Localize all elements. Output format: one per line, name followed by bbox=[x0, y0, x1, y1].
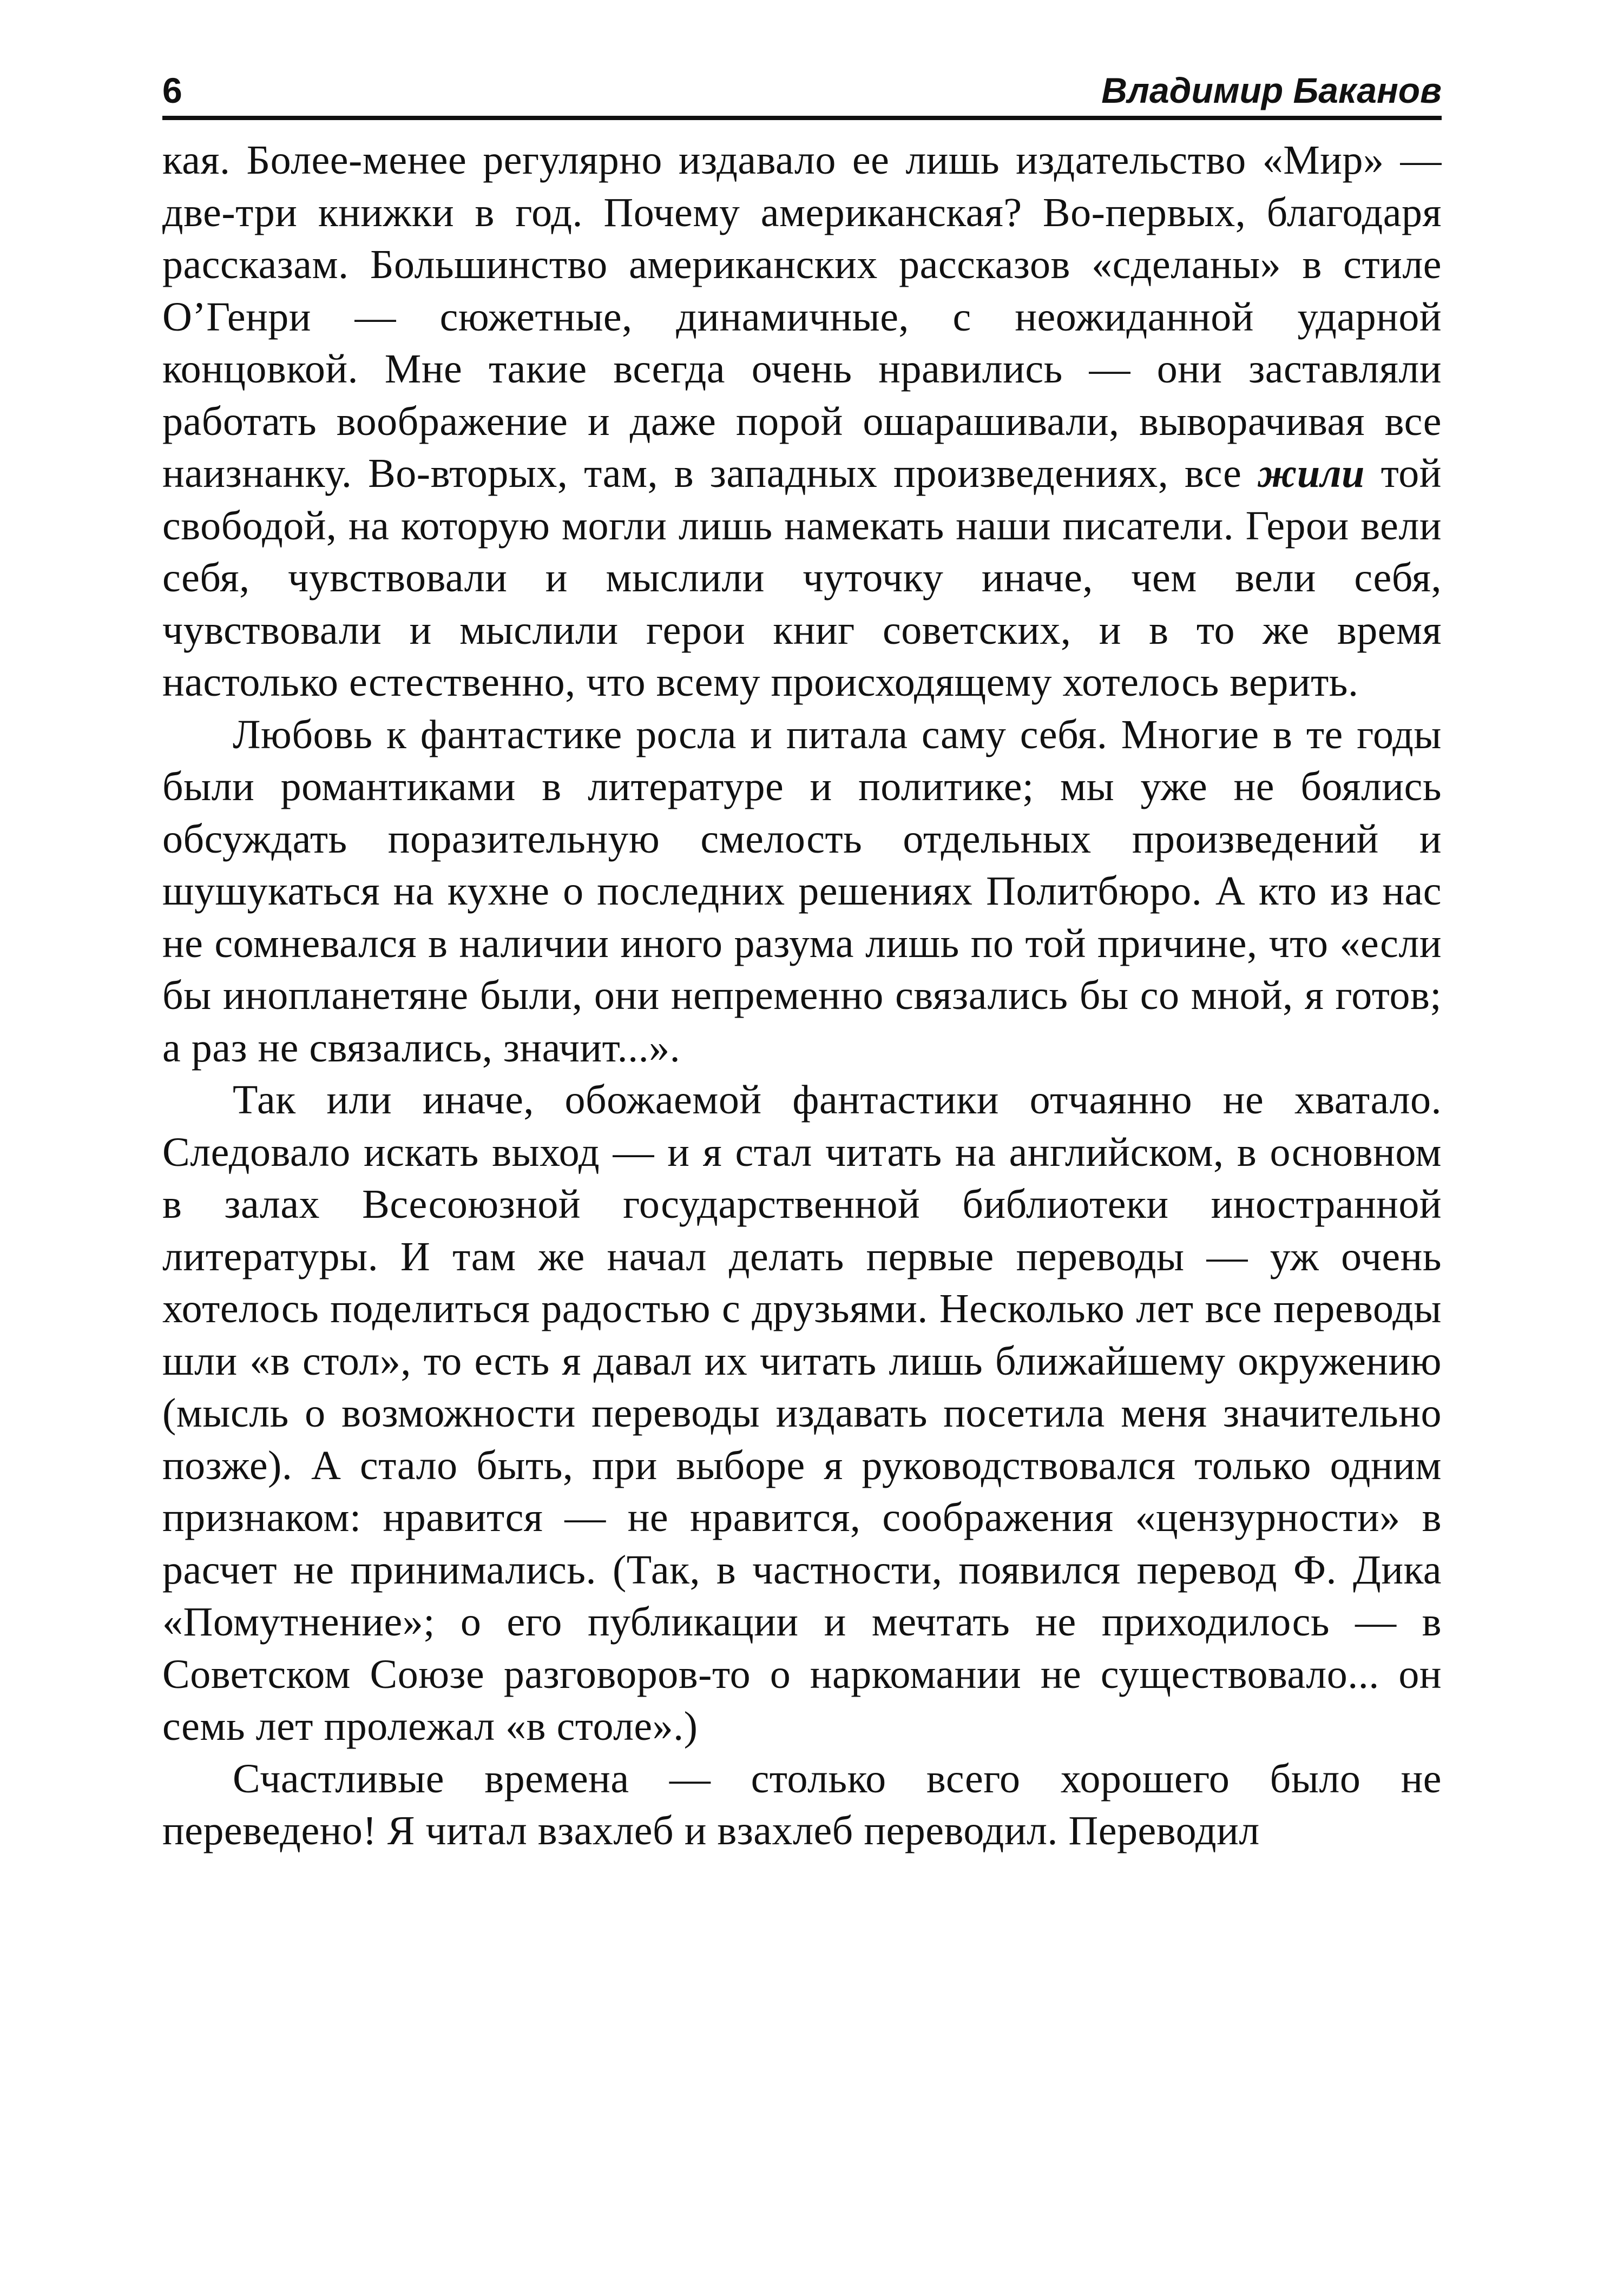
paragraph-1 bbox=[162, 134, 1442, 709]
running-title: Владимир Баканов bbox=[1101, 70, 1442, 110]
paragraph-4: Счастливые времена — столько всего хорошего было не переведено! Я читал взахлеб и взахлеб переводил. Переводил bbox=[162, 1756, 1442, 1853]
page-number: 6 bbox=[162, 70, 182, 110]
running-head bbox=[162, 60, 1442, 120]
book-page bbox=[162, 60, 1442, 1857]
emphasis-zhili: жили bbox=[1258, 451, 1365, 496]
paragraph-1-after: той свободой, на которую могли лишь намекать наши писатели. Герои вели себя, чувствовали и мыслили чуточку иначе, чем вели себя, чувствовали и мыслили герои книг советских, и в то же время настолько естественно, что всему происходящему хотелось верить. bbox=[162, 451, 1442, 705]
paragraph-2: Любовь к фантастике росла и питала саму себя. Многие в те годы были романтиками в литературе и политике; мы уже не боялись обсуждать поразительную смелость отдельных произведений и шушукаться на кухне о последних решениях Политбюро. А кто из нас не сомневался в наличии иного разума лишь по той причине, что «если бы инопланетяне были, они непременно связались бы со мной, я готов; а раз не связались, значит...». bbox=[162, 711, 1442, 1071]
paragraph-3: Так или иначе, обожаемой фантастики отчаянно не хватало. Следовало искать выход — и я стал читать на английском, в основном в залах Всесоюзной государственной библиотеки иностранной литературы. И там же начал делать первые переводы — уж очень хотелось поделиться радостью с друзьями. Несколько лет все переводы шли «в стол», то есть я давал их читать лишь ближайшему окружению (мысль о возможности переводы издавать посетила меня значительно позже). А стало быть, при выборе я руководствовался только одним признаком: нравится — не нравится, соображения «цензурности» в расчет не принимались. (Так, в частности, появился перевод Ф. Дика «Помутнение»; о его публикации и мечтать не приходилось — в Советском Союзе разговоров-то о наркомании не существовало... он семь лет пролежал «в столе».) bbox=[162, 1077, 1442, 1749]
body-text bbox=[162, 134, 1442, 1857]
paragraph-1-before: кая. Более-менее регулярно издавало ее лишь издательство «Мир» — две-три книжки в год. Почему американская? Во-первых, благодаря рассказам. Большинство американских рассказов «сделаны» в стиле О’Генри — сюжетные, динамичные, с неожиданной ударной концовкой. Мне такие всегда очень нравились — они заставляли работать воображение и даже порой ошарашивали, выворачивая все наизнанку. Во-вторых, там, в западных произведениях, все bbox=[162, 137, 1442, 496]
